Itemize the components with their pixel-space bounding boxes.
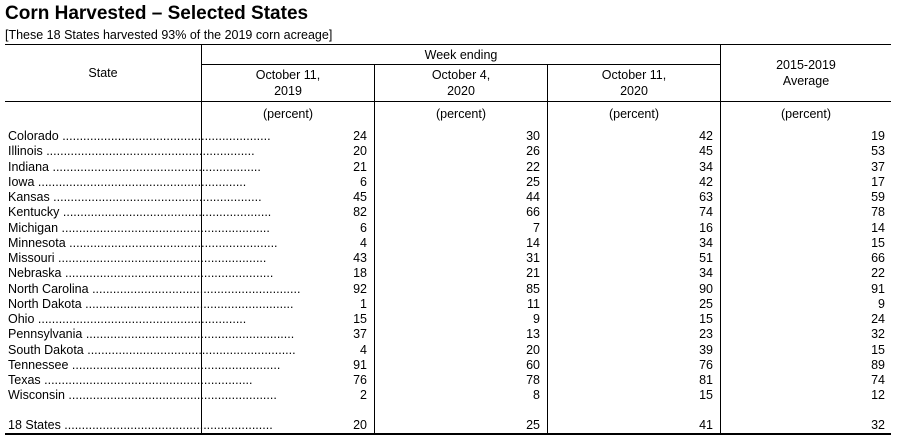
cell-average: 32 [871, 418, 885, 432]
table-subtitle: [These 18 States harvested 93% of the 2019 corn acreage] [5, 28, 333, 42]
row-state: Pennsylvania ............................................................ [8, 327, 295, 342]
cell-oct4-2020: 26 [526, 144, 540, 159]
cell-oct11-2019: 2 [360, 388, 367, 403]
cell-average: 37 [871, 159, 885, 174]
cell-oct11-2019: 82 [353, 205, 367, 220]
header-oct11-2020: October 11, 2020 [601, 68, 667, 98]
header-bottom-rule [5, 101, 891, 102]
cell-oct4-2020: 78 [526, 373, 540, 387]
cell-oct11-2020: 34 [699, 235, 713, 250]
row-state: Iowa ............................................................ [8, 174, 247, 189]
cell-oct4-2020: 7 [533, 220, 540, 235]
table-row [0, 221, 898, 236]
cell-oct11-2019: 45 [353, 190, 367, 204]
row-state: South Dakota ............................................................ [8, 342, 296, 357]
cell-oct4-2020: 13 [526, 327, 540, 342]
cell-oct11-2020: 45 [699, 144, 713, 159]
cell-oct11-2019: 15 [353, 312, 367, 326]
row-state: North Carolina ............................................................ [8, 281, 301, 296]
row-state: Kansas ............................................................ [8, 190, 262, 204]
table-row [0, 358, 898, 373]
cell-oct11-2020: 39 [699, 342, 713, 357]
cell-oct11-2020: 15 [699, 388, 713, 403]
header-state: State [88, 66, 118, 80]
cell-average: 9 [878, 296, 885, 311]
table-row [0, 343, 898, 358]
cell-average: 15 [871, 235, 885, 250]
row-state: Missouri ............................................................ [8, 251, 267, 265]
cell-oct11-2020: 25 [699, 296, 713, 311]
row-state: Indiana ............................................................ [8, 159, 261, 174]
cell-average: 89 [871, 357, 885, 372]
cell-oct11-2020: 81 [699, 373, 713, 387]
cell-average: 91 [871, 281, 885, 296]
row-state: Texas ............................................................ [8, 373, 253, 387]
cell-oct11-2019: 4 [360, 342, 367, 357]
cell-oct4-2020: 14 [526, 235, 540, 250]
unit-label: (percent) [780, 107, 832, 121]
cell-average: 15 [871, 342, 885, 357]
cell-oct4-2020: 31 [526, 251, 540, 265]
table-row [0, 282, 898, 297]
cell-oct11-2020: 16 [699, 220, 713, 235]
page-title: Corn Harvested – Selected States [5, 3, 309, 24]
cell-oct11-2019: 91 [353, 357, 367, 372]
table-row [0, 251, 898, 266]
cell-oct11-2020: 63 [699, 190, 713, 204]
cell-average: 59 [871, 190, 885, 204]
table-row [0, 236, 898, 251]
row-state: Colorado ............................................................ [8, 129, 271, 143]
unit-label: (percent) [262, 107, 314, 121]
table-row [0, 373, 898, 388]
cell-oct11-2020: 76 [699, 357, 713, 372]
cell-average: 74 [871, 373, 885, 387]
cell-average: 24 [871, 312, 885, 326]
row-state: Ohio ............................................................ [8, 312, 247, 326]
table-row [0, 129, 898, 144]
cell-oct11-2020: 15 [699, 312, 713, 326]
cell-average: 14 [871, 220, 885, 235]
cell-average: 19 [871, 129, 885, 143]
cell-average: 78 [871, 205, 885, 220]
cell-oct11-2020: 90 [699, 281, 713, 296]
cell-oct11-2019: 20 [353, 144, 367, 159]
cell-oct11-2019: 21 [353, 159, 367, 174]
row-state: North Dakota ............................................................ [8, 296, 294, 311]
table-row [0, 388, 898, 403]
row-state: 18 States ............................................................ [8, 418, 273, 432]
row-state: Illinois ............................................................ [8, 144, 255, 159]
cell-oct11-2019: 24 [353, 129, 367, 143]
cell-oct11-2019: 20 [353, 418, 367, 432]
cell-oct4-2020: 22 [526, 159, 540, 174]
cell-oct11-2019: 37 [353, 327, 367, 342]
header-2015-2019-average: 2015-2019 Average [776, 58, 836, 88]
table-row [0, 266, 898, 281]
table-bottom-rule [5, 433, 891, 435]
cell-oct4-2020: 60 [526, 357, 540, 372]
cell-average: 32 [871, 327, 885, 342]
cell-oct11-2019: 6 [360, 174, 367, 189]
header-oct4-2020: October 4, 2020 [431, 68, 491, 98]
cell-oct4-2020: 85 [526, 281, 540, 296]
row-state: Wisconsin ............................................................ [8, 388, 277, 403]
cell-oct11-2019: 18 [353, 266, 367, 281]
cell-oct11-2019: 92 [353, 281, 367, 296]
cell-oct11-2019: 1 [360, 296, 367, 311]
cell-oct4-2020: 30 [526, 129, 540, 143]
week-ending-rule [202, 64, 720, 65]
cell-oct11-2020: 23 [699, 327, 713, 342]
cell-oct4-2020: 20 [526, 342, 540, 357]
row-state: Nebraska ............................................................ [8, 266, 274, 281]
cell-oct4-2020: 25 [526, 418, 540, 432]
cell-oct11-2019: 4 [360, 235, 367, 250]
table-row [0, 327, 898, 342]
cell-oct11-2020: 51 [699, 251, 713, 265]
cell-oct11-2019: 6 [360, 220, 367, 235]
cell-average: 12 [871, 388, 885, 403]
row-state: Minnesota ............................................................ [8, 235, 278, 250]
cell-oct11-2020: 41 [699, 418, 713, 432]
cell-oct4-2020: 9 [533, 312, 540, 326]
table-row [0, 190, 898, 205]
table-row [0, 160, 898, 175]
table-row [0, 175, 898, 190]
table-row [0, 144, 898, 159]
cell-average: 17 [871, 174, 885, 189]
cell-oct4-2020: 66 [526, 205, 540, 220]
table-row-total [0, 418, 898, 433]
header-week-ending: Week ending [424, 48, 498, 62]
cell-average: 22 [871, 266, 885, 281]
unit-label: (percent) [608, 107, 660, 121]
cell-average: 53 [871, 144, 885, 159]
row-state: Michigan ............................................................ [8, 220, 270, 235]
row-state: Kentucky ............................................................ [8, 205, 272, 220]
cell-oct4-2020: 11 [527, 296, 540, 311]
cell-oct11-2020: 34 [699, 266, 713, 281]
cell-oct11-2020: 74 [699, 205, 713, 220]
cell-oct11-2020: 42 [699, 129, 713, 143]
cell-oct11-2019: 76 [353, 373, 367, 387]
table-row [0, 205, 898, 220]
row-state: Tennessee ............................................................ [8, 357, 281, 372]
cell-oct11-2020: 42 [699, 174, 713, 189]
cell-oct11-2019: 43 [353, 251, 367, 265]
table-top-rule [5, 44, 891, 45]
cell-average: 66 [871, 251, 885, 265]
cell-oct4-2020: 8 [533, 388, 540, 403]
cell-oct4-2020: 25 [526, 174, 540, 189]
cell-oct11-2020: 34 [699, 159, 713, 174]
table-row [0, 297, 898, 312]
cell-oct4-2020: 21 [526, 266, 540, 281]
header-oct11-2019: October 11, 2019 [255, 68, 321, 98]
cell-oct4-2020: 44 [526, 190, 540, 204]
unit-label: (percent) [435, 107, 487, 121]
table-row [0, 312, 898, 327]
